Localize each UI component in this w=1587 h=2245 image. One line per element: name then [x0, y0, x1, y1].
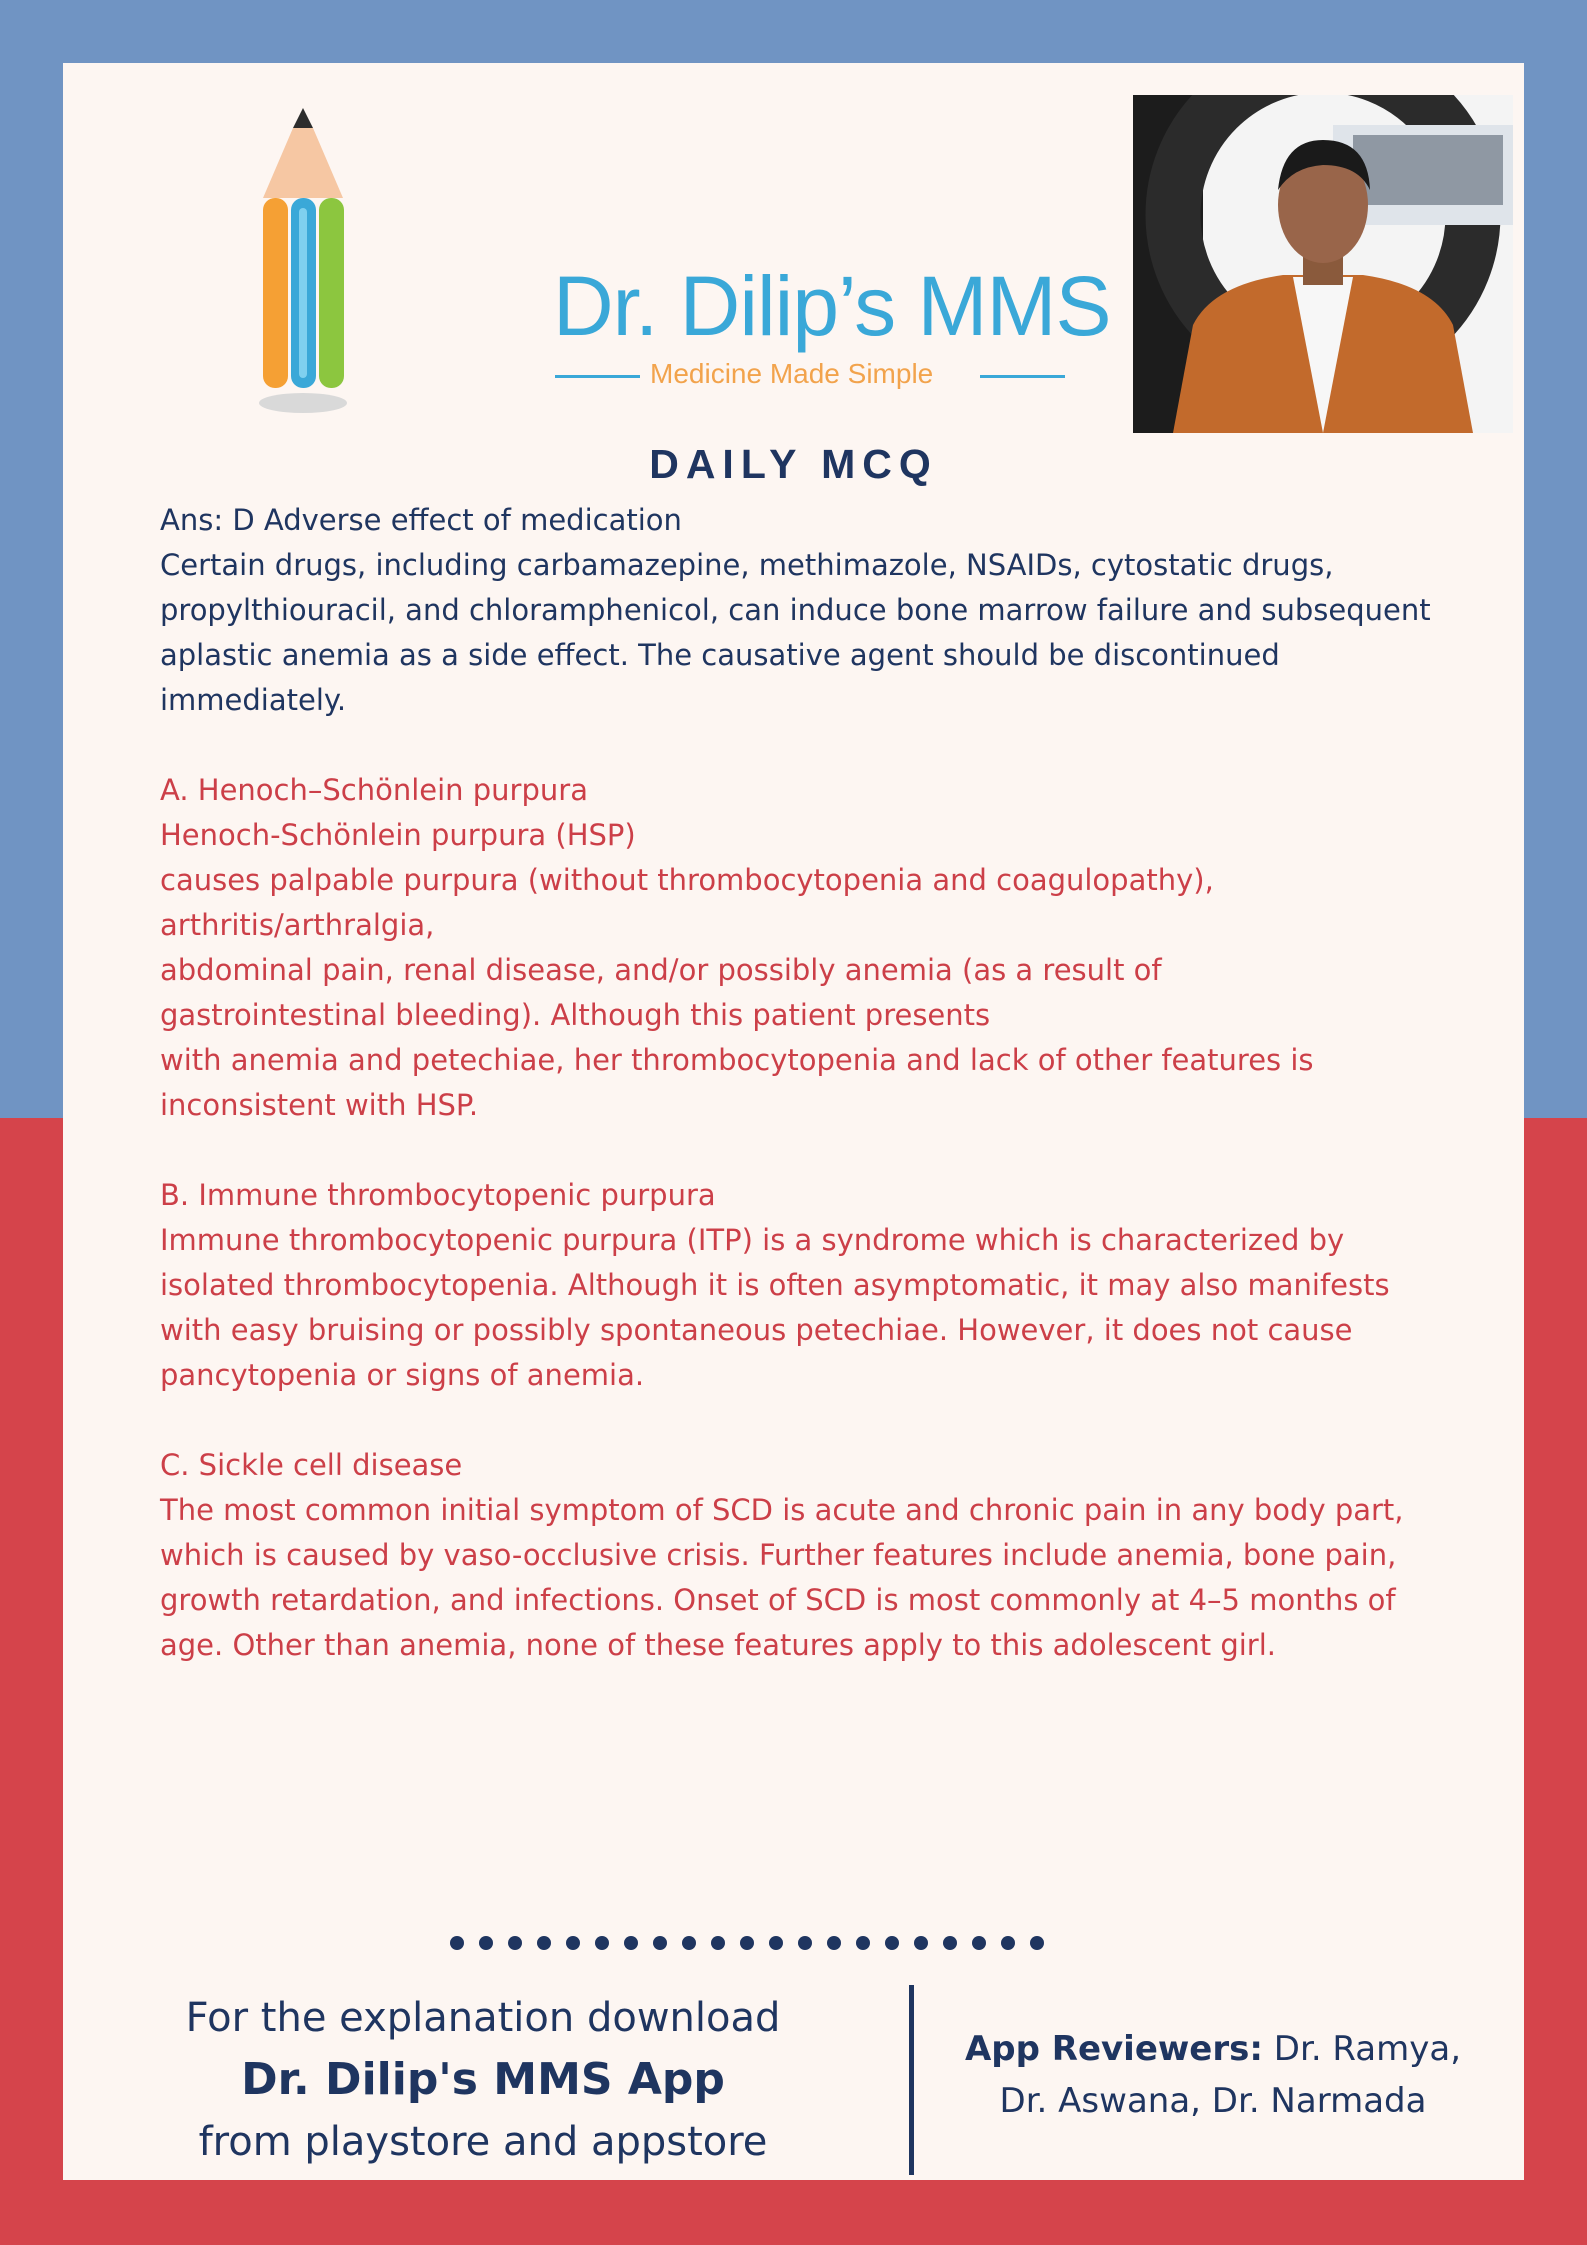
reviewers-names-1: Dr. Ramya,	[1273, 2029, 1462, 2069]
dotted-separator	[443, 1923, 1163, 1963]
option-a-line: with anemia and petechiae, her thrombocytopenia and lack of other features is inconsistent with HSP.	[160, 1043, 1314, 1122]
option-c-heading: C. Sickle cell disease	[160, 1448, 463, 1482]
tagline-line-right	[980, 375, 1065, 378]
download-callout	[143, 1987, 823, 2173]
content-card	[63, 63, 1524, 2180]
tagline-text: Medicine Made Simple	[650, 358, 934, 389]
page-title: DAILY MCQ	[649, 441, 938, 487]
answer-heading: Ans: D Adverse effect of medication	[160, 503, 682, 537]
reviewers-block	[943, 2023, 1483, 2127]
brand-tagline	[555, 356, 1065, 396]
brand-name: Dr. Dilip’s MMS	[553, 259, 1111, 353]
option-c-body: The most common initial symptom of SCD is acute and chronic pain in any body part, which is caused by vaso-occlusive crisis. Further features include anemia, bone pain, growth retardation, and infections. Onset of SCD is most commonly at 4–5 months of age. Other than anemia, none of these features apply to this adolescent girl.	[160, 1493, 1404, 1662]
person-photo-icon	[1133, 95, 1513, 433]
download-line3: from playstore and appstore	[198, 2119, 768, 2165]
option-b-heading: B. Immune thrombocytopenic purpura	[160, 1178, 716, 1212]
app-name: Dr. Dilip's MMS App	[241, 2054, 725, 2105]
option-a-heading: A. Henoch–Schönlein purpura	[160, 773, 588, 807]
option-a-line: Henoch-Schönlein purpura (HSP)	[160, 818, 636, 852]
tagline-line-left	[555, 375, 640, 378]
author-photo	[1133, 95, 1513, 433]
explanation-content	[160, 498, 1460, 1668]
reviewers-label: App Reviewers:	[964, 2029, 1263, 2069]
footer-divider	[909, 1985, 914, 2175]
option-a-line: abdominal pain, renal disease, and/or possibly anemia (as a result of gastrointestinal bleeding). Although this patient presents	[160, 953, 1162, 1032]
brand-logo	[243, 98, 1111, 478]
download-line1: For the explanation download	[185, 1995, 781, 2041]
pencil-logo-icon	[243, 98, 363, 438]
reviewers-line1	[943, 2023, 1483, 2075]
answer-body: Certain drugs, including carbamazepine, methimazole, NSAIDs, cytostatic drugs, propylthiouracil, and chloramphenicol, can induce bone marrow failure and subsequent aplastic anemia as a side effect. The causative agent should be discontinued immediately.	[160, 548, 1431, 717]
reviewers-names-2: Dr. Aswana, Dr. Narmada	[999, 2081, 1427, 2121]
option-a-line: causes palpable purpura (without thrombocytopenia and coagulopathy), arthritis/arthralgia,	[160, 863, 1214, 942]
option-b-body: Immune thrombocytopenic purpura (ITP) is a syndrome which is characterized by isolated thrombocytopenia. Although it is often asymptomatic, it may also manifests with easy bruising or possibly spontaneous petechiae. However, it does not cause pancytopenia or signs of anemia.	[160, 1223, 1390, 1392]
